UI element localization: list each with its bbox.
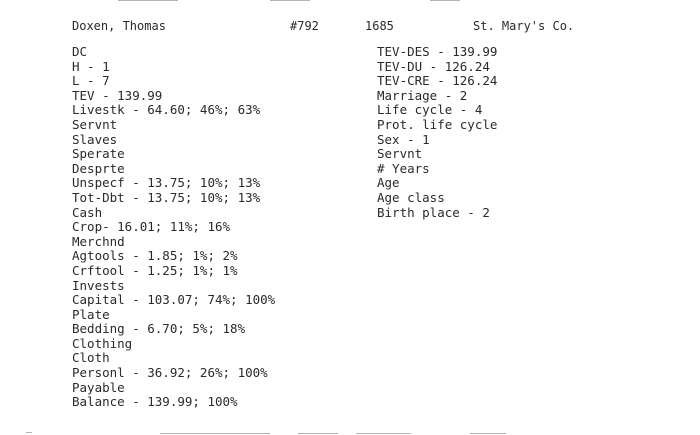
right-line: TEV-DES - 139.99 <box>377 44 498 59</box>
left-line: Bedding - 6.70; 5%; 18% <box>72 321 246 337</box>
right-line: Prot. life cycle <box>377 116 498 132</box>
bottom-edge-rule <box>470 433 506 434</box>
record-year: 1685 <box>365 19 394 33</box>
top-edge-rule <box>118 0 178 1</box>
bottom-edge-rule <box>298 433 338 434</box>
right-line: Life cycle - 4 <box>377 102 483 118</box>
left-data-column <box>72 45 275 410</box>
left-line: Cash <box>72 204 103 220</box>
right-line: Servnt <box>377 146 423 162</box>
left-line: Desprte <box>72 160 125 176</box>
left-line: Crftool - 1.25; 1%; 1% <box>72 262 238 278</box>
record-county: St. Mary's Co. <box>473 19 575 33</box>
right-line: # Years <box>377 160 430 176</box>
record-name: Doxen, Thomas <box>72 19 166 33</box>
right-line: TEV-CRE - 126.24 <box>377 73 498 89</box>
right-line: Age class <box>377 189 445 205</box>
bottom-edge-rule <box>356 433 411 434</box>
left-line: Balance - 139.99; 100% <box>72 394 238 410</box>
right-line: Age <box>377 175 400 191</box>
left-line: Slaves <box>72 131 118 147</box>
left-line: Crop- 16.01; 11%; 16% <box>72 219 231 235</box>
left-line: Invests <box>72 277 125 293</box>
left-line: Unspecf - 13.75; 10%; 13% <box>72 175 261 191</box>
left-line: Cloth <box>72 350 110 366</box>
right-data-column <box>377 45 497 220</box>
right-line: Marriage - 2 <box>377 87 468 103</box>
left-line: Merchnd <box>72 233 125 249</box>
left-line: Personl - 36.92; 26%; 100% <box>72 365 268 381</box>
top-edge-rule <box>430 0 460 1</box>
bottom-edge-rule <box>160 433 270 434</box>
left-line: H - 1 <box>72 58 110 74</box>
right-line: Birth place - 2 <box>377 204 490 220</box>
left-line: Livestk - 64.60; 46%; 63% <box>72 102 261 118</box>
left-line: Tot-Dbt - 13.75; 10%; 13% <box>72 189 261 205</box>
left-line: Clothing <box>72 335 133 351</box>
left-line: Sperate <box>72 146 125 162</box>
left-line: Servnt <box>72 116 118 132</box>
bottom-edge-rule <box>26 432 32 433</box>
top-edge-rule <box>270 0 310 1</box>
left-line: Plate <box>72 306 110 322</box>
left-line: TEV - 139.99 <box>72 87 163 103</box>
right-line: Sex - 1 <box>377 131 430 147</box>
left-line: Payable <box>72 379 125 395</box>
left-line: Agtools - 1.85; 1%; 2% <box>72 248 238 264</box>
right-line: TEV-DU - 126.24 <box>377 58 490 74</box>
record-number: #792 <box>290 19 319 33</box>
left-line: DC <box>72 44 88 59</box>
left-line: Capital - 103.07; 74%; 100% <box>72 292 276 308</box>
left-line: L - 7 <box>72 73 110 89</box>
